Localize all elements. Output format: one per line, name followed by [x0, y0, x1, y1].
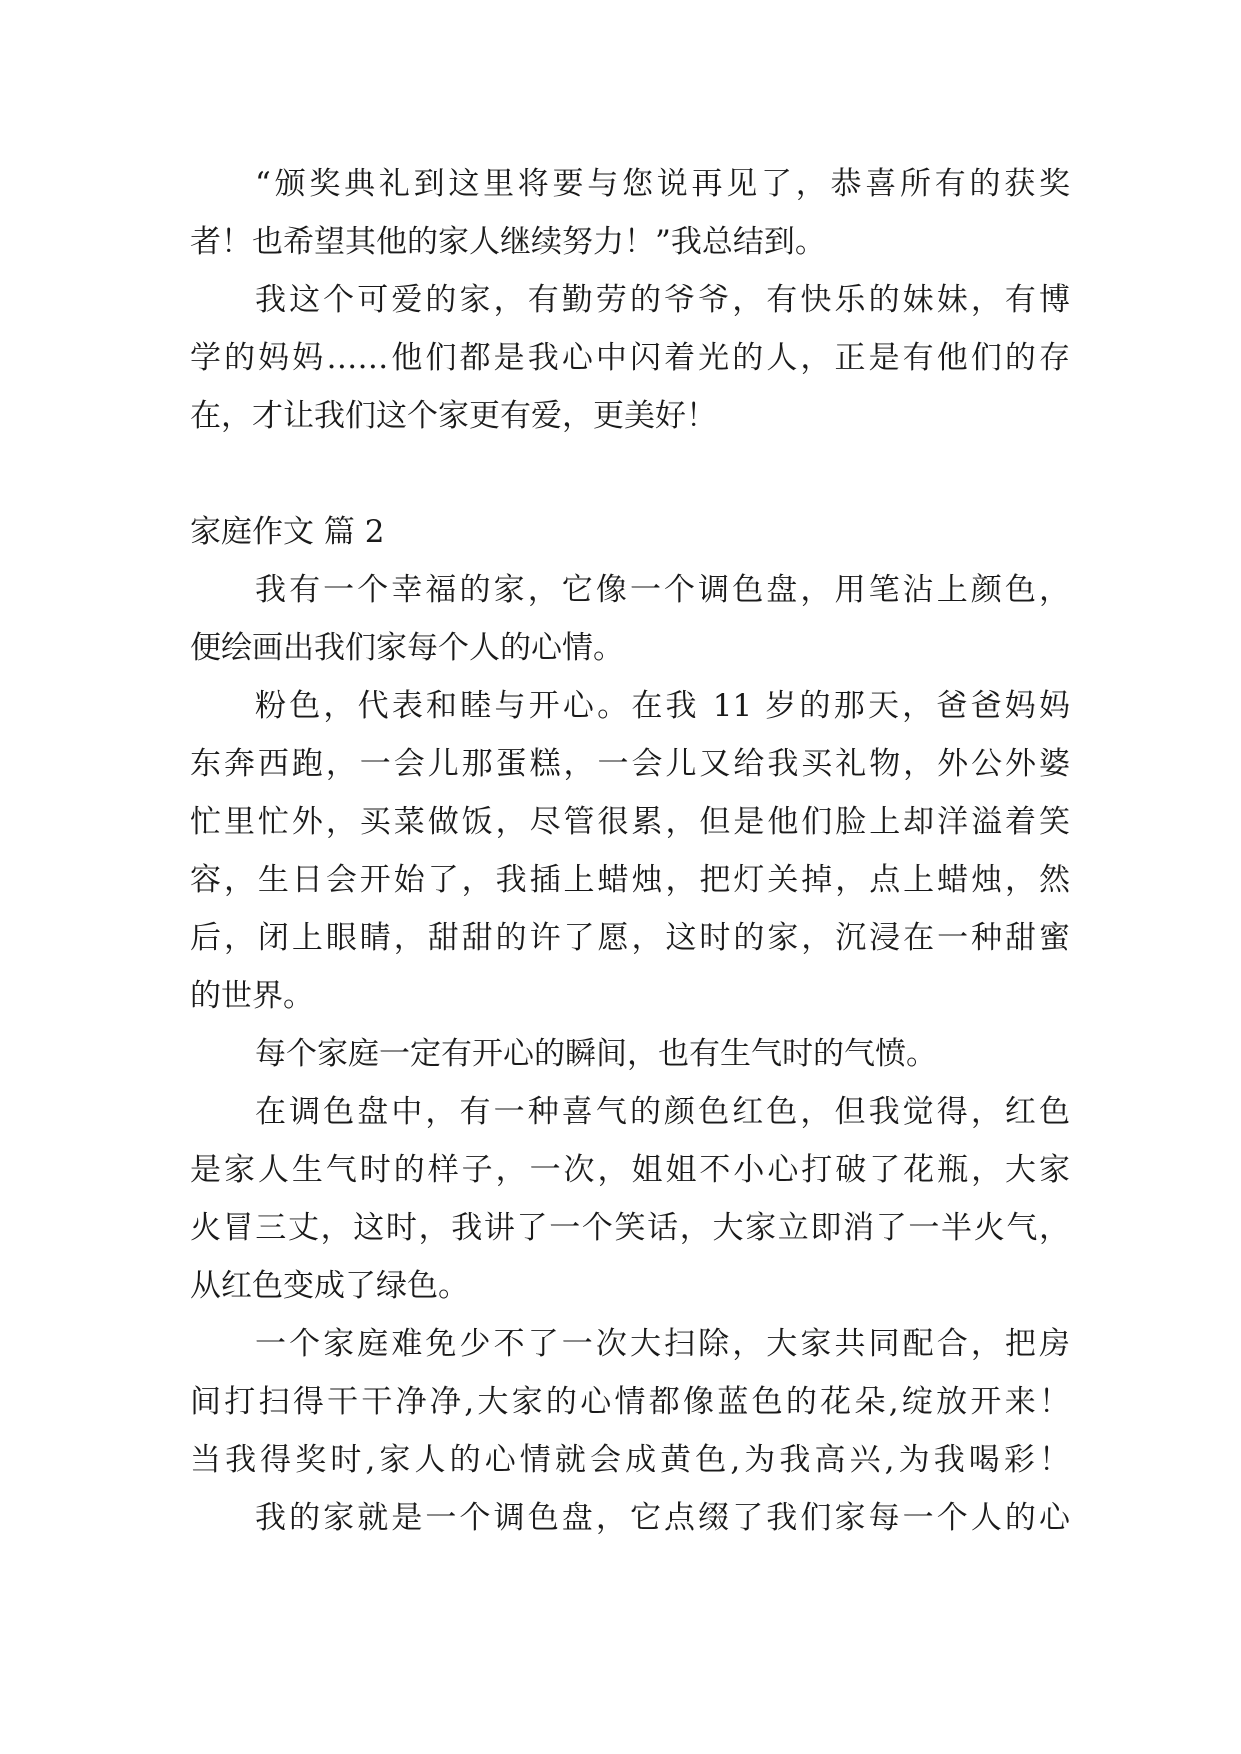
section-heading: 家庭作文 篇 2 [190, 514, 385, 550]
paragraph-line: 在，才让我们这个家更有爱，更美好！ [190, 398, 717, 434]
paragraph-line: 一个家庭难免少不了一次大扫除，大家共同配合，把房 [255, 1326, 1070, 1362]
paragraph-line: 间打扫得干干净净,大家的心情都像蓝色的花朵,绽放开来！ [190, 1384, 1070, 1420]
paragraph-line: 便绘画出我们家每个人的心情。 [190, 630, 624, 666]
paragraph-line: 容，生日会开始了，我插上蜡烛，把灯关掉，点上蜡烛，然 [190, 862, 1070, 898]
paragraph-line: 粉色，代表和睦与开心。在我 11 岁的那天，爸爸妈妈 [255, 688, 1070, 724]
paragraph-line: 后，闭上眼睛，甜甜的许了愿，这时的家，沉浸在一种甜蜜 [190, 920, 1070, 956]
paragraph-line: 的世界。 [190, 978, 314, 1014]
paragraph-line: 从红色变成了绿色。 [190, 1268, 469, 1304]
paragraph-line: 忙里忙外，买菜做饭，尽管很累，但是他们脸上却洋溢着笑 [190, 804, 1070, 840]
paragraph-line: 者！也希望其他的家人继续努力！”我总结到。 [190, 224, 826, 260]
paragraph-line: 当我得奖时,家人的心情就会成黄色,为我高兴,为我喝彩！ [190, 1442, 1070, 1478]
paragraph-line: 我这个可爱的家，有勤劳的爷爷，有快乐的妹妹，有博 [255, 282, 1070, 318]
paragraph-line: 每个家庭一定有开心的瞬间，也有生气时的气愤。 [255, 1036, 937, 1072]
paragraph-line: “颁奖典礼到这里将要与您说再见了，恭喜所有的获奖 [255, 166, 1070, 202]
paragraph-line: 是家人生气时的样子，一次，姐姐不小心打破了花瓶，大家 [190, 1152, 1070, 1188]
paragraph-line: 火冒三丈，这时，我讲了一个笑话，大家立即消了一半火气， [190, 1210, 1070, 1246]
paragraph-line: 东奔西跑，一会儿那蛋糕，一会儿又给我买礼物，外公外婆 [190, 746, 1070, 782]
paragraph-line: 学的妈妈……他们都是我心中闪着光的人，正是有他们的存 [190, 340, 1070, 376]
paragraph-line: 我有一个幸福的家，它像一个调色盘，用笔沾上颜色， [255, 572, 1070, 608]
paragraph-line: 在调色盘中，有一种喜气的颜色红色，但我觉得，红色 [255, 1094, 1070, 1130]
paragraph-line: 我的家就是一个调色盘，它点缀了我们家每一个人的心 [255, 1500, 1070, 1536]
